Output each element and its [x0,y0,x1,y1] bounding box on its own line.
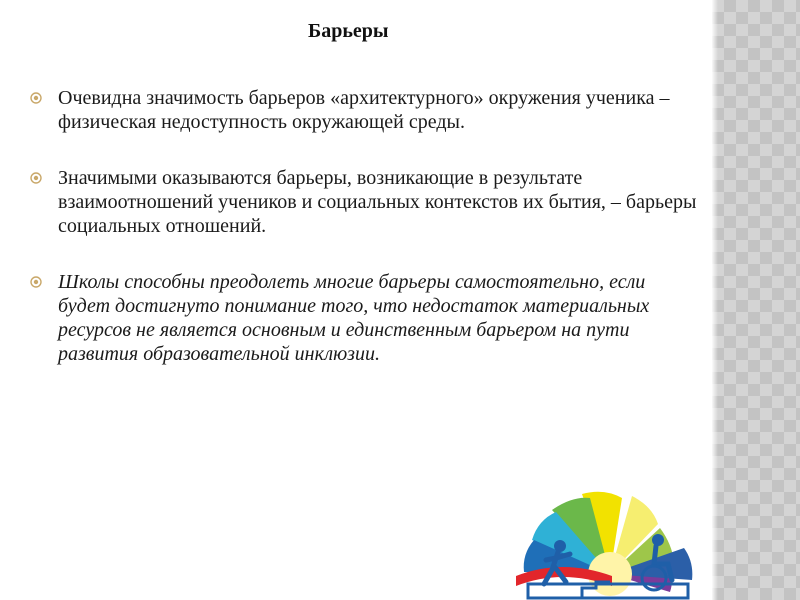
slide-title: Барьеры [308,20,389,42]
circle-bullet-icon [30,92,42,104]
bullet-text: Школы способны преодолеть многие барьеры самостоятельно, если будет достигнуто понимание того, что недостаток материальных ресурсов не является основным и единственным барьером на пути развития образовательной инклюзии. [58,271,650,365]
bullet-list [30,86,700,398]
inclusive-education-sun-logo [512,488,708,600]
bullet-item-3 [30,270,700,366]
bullet-text: Очевидна значимость барьеров «архитектурного» окружения ученика – физическая недоступность окружающей среды. [58,87,670,133]
circle-bullet-icon [30,172,42,184]
circle-bullet-icon [30,276,42,288]
bullet-item-2 [30,166,700,238]
decorative-side-strip [712,0,800,600]
bullet-item-1 [30,86,700,134]
bullet-text: Значимыми оказываются барьеры, возникающие в результате взаимоотношений учеников и социальных контекстов их бытия, – барьеры социальных отношений. [58,167,697,237]
